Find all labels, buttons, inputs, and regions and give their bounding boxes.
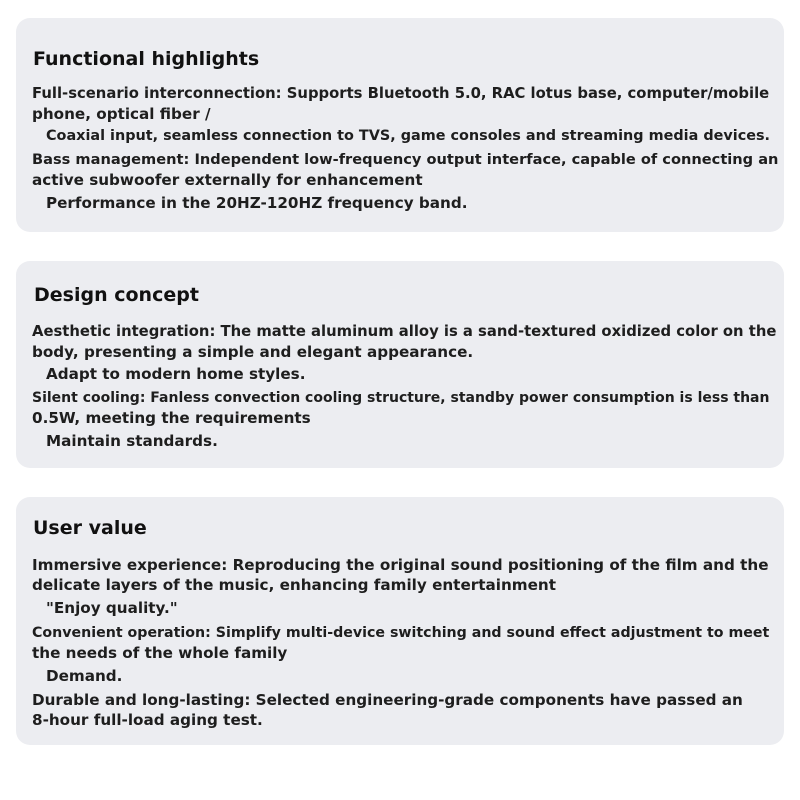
paragraph-line: Immersive experience: Reproducing the original sound positioning of the film and the — [32, 556, 769, 574]
paragraph-line: Aesthetic integration: The matte aluminum alloy is a sand-textured oxidized color on the — [32, 323, 777, 340]
paragraph-line: 8-hour full-load aging test. — [32, 711, 263, 729]
paragraph-line: delicate layers of the music, enhancing family entertainment — [32, 576, 556, 594]
paragraph-line: Durable and long-lasting: Selected engineering-grade components have passed an — [32, 691, 743, 709]
section-title: Design concept — [34, 284, 199, 306]
paragraph-line: Full-scenario interconnection: Supports Bluetooth 5.0, RAC lotus base, computer/mobile — [32, 85, 770, 102]
paragraph-line: Coaxial input, seamless connection to TVS, game consoles and streaming media devices. — [46, 128, 771, 144]
paragraph-line: Bass management: Independent low-frequency output interface, capable of connecting an — [32, 151, 779, 168]
design-concept-card — [16, 261, 784, 468]
paragraph-line: Maintain standards. — [46, 432, 218, 450]
paragraph-line: active subwoofer externally for enhancement — [32, 171, 423, 189]
paragraph-line: "Enjoy quality." — [46, 599, 178, 617]
user-value-card — [16, 497, 784, 745]
paragraph-line: Convenient operation: Simplify multi-device switching and sound effect adjustment to meet — [32, 625, 770, 641]
paragraph-line: Performance in the 20HZ-120HZ frequency band. — [46, 194, 468, 212]
paragraph-line: 0.5W, meeting the requirements — [32, 409, 311, 427]
paragraph-line: phone, optical fiber / — [32, 105, 211, 123]
paragraph-line: body, presenting a simple and elegant appearance. — [32, 343, 474, 361]
section-title: User value — [33, 517, 147, 539]
paragraph-line: Adapt to modern home styles. — [46, 365, 306, 383]
section-title: Functional highlights — [33, 48, 260, 70]
paragraph-line: Demand. — [46, 667, 123, 685]
paragraph-line: the needs of the whole family — [32, 644, 288, 662]
functional-highlights-card — [16, 18, 784, 232]
paragraph-line: Silent cooling: Fanless convection cooling structure, standby power consumption is less than — [32, 390, 770, 406]
